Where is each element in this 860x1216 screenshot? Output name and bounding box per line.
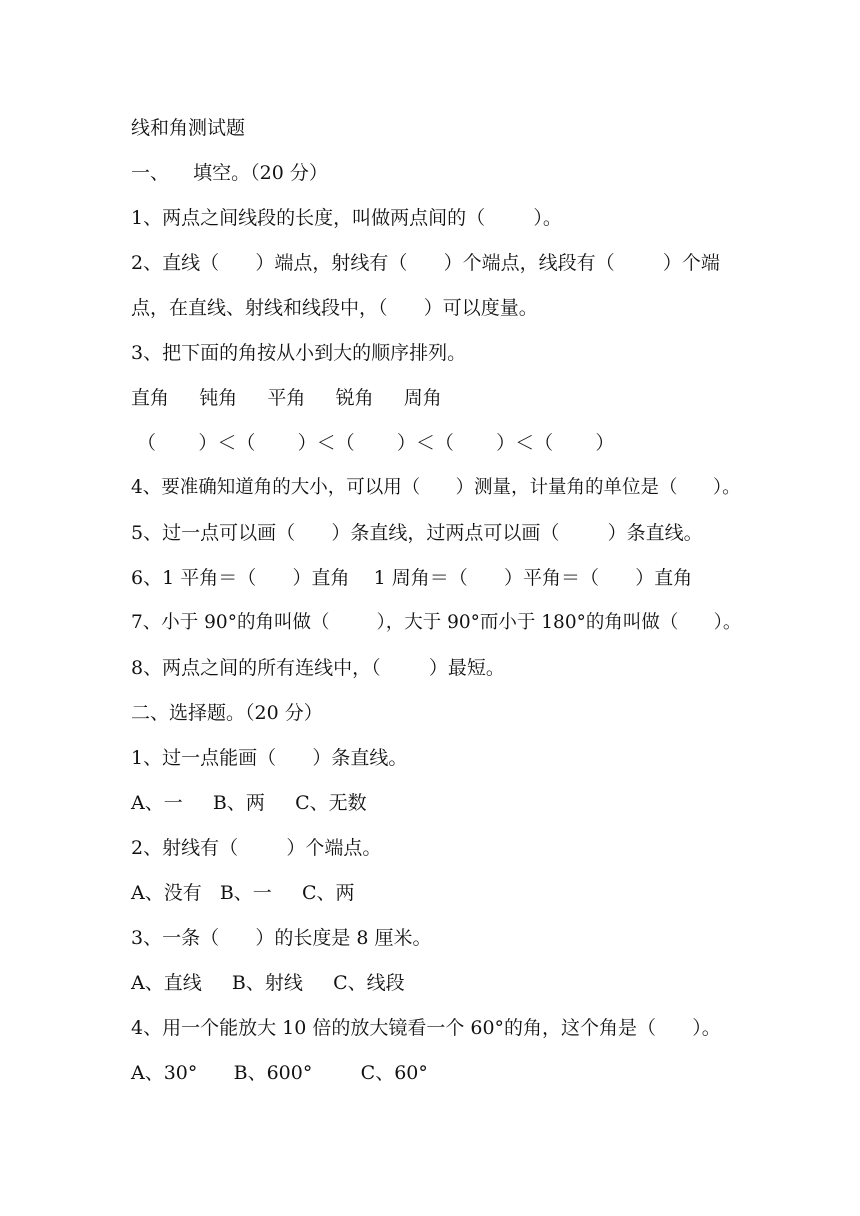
fill-question-4: 4、要准确知道角的大小，可以用（ ）测量，计量角的单位是（ ）。 bbox=[131, 477, 741, 498]
document-title: 线和角测试题 bbox=[131, 117, 246, 139]
choice-options-2: A、没有 B、一 C、两 bbox=[131, 882, 355, 904]
choice-options-3: A、直线 B、射线 C、线段 bbox=[131, 972, 405, 994]
choice-question-4: 4、用一个能放大 10 倍的放大镜看一个 60°的角，这个角是（ ）。 bbox=[131, 1017, 721, 1039]
fill-question-2: 2、直线（ ）端点，射线有（ ）个端点，线段有（ ）个端 bbox=[131, 252, 720, 274]
fill-question-6: 6、1 平角＝（ ）直角 1 周角＝（ ）平角＝（ ）直角 bbox=[131, 567, 693, 589]
section1-heading: 一、 填空。（20 分） bbox=[131, 162, 328, 184]
fill-question-8: 8、两点之间的所有连线中，（ ）最短。 bbox=[131, 657, 505, 679]
fill-question-5: 5、过一点可以画（ ）条直线，过两点可以画（ ）条直线。 bbox=[131, 522, 703, 544]
angle-types-list: 直角 钝角 平角 锐角 周角 bbox=[131, 387, 442, 409]
fill-question-1: 1、两点之间线段的长度，叫做两点间的（ ）。 bbox=[131, 207, 562, 229]
angle-order-blanks: （ ）＜（ ）＜（ ）＜（ ）＜（ ） bbox=[131, 432, 615, 454]
fill-question-3: 3、把下面的角按从小到大的顺序排列。 bbox=[131, 342, 467, 364]
fill-question-7: 7、小于 90°的角叫做（ ），大于 90°而小于 180°的角叫做（ ）。 bbox=[131, 612, 742, 633]
choice-options-4: A、30° B、600° C、60° bbox=[131, 1062, 428, 1084]
choice-question-1: 1、过一点能画（ ）条直线。 bbox=[131, 747, 408, 769]
choice-question-3: 3、一条（ ）的长度是 8 厘米。 bbox=[131, 927, 432, 949]
fill-question-2-continued: 点，在直线、射线和线段中，（ ）可以度量。 bbox=[131, 297, 538, 319]
choice-question-2: 2、射线有（ ）个端点。 bbox=[131, 837, 382, 859]
section2-heading: 二、选择题。（20 分） bbox=[131, 702, 323, 724]
choice-options-1: A、一 B、两 C、无数 bbox=[131, 792, 367, 814]
